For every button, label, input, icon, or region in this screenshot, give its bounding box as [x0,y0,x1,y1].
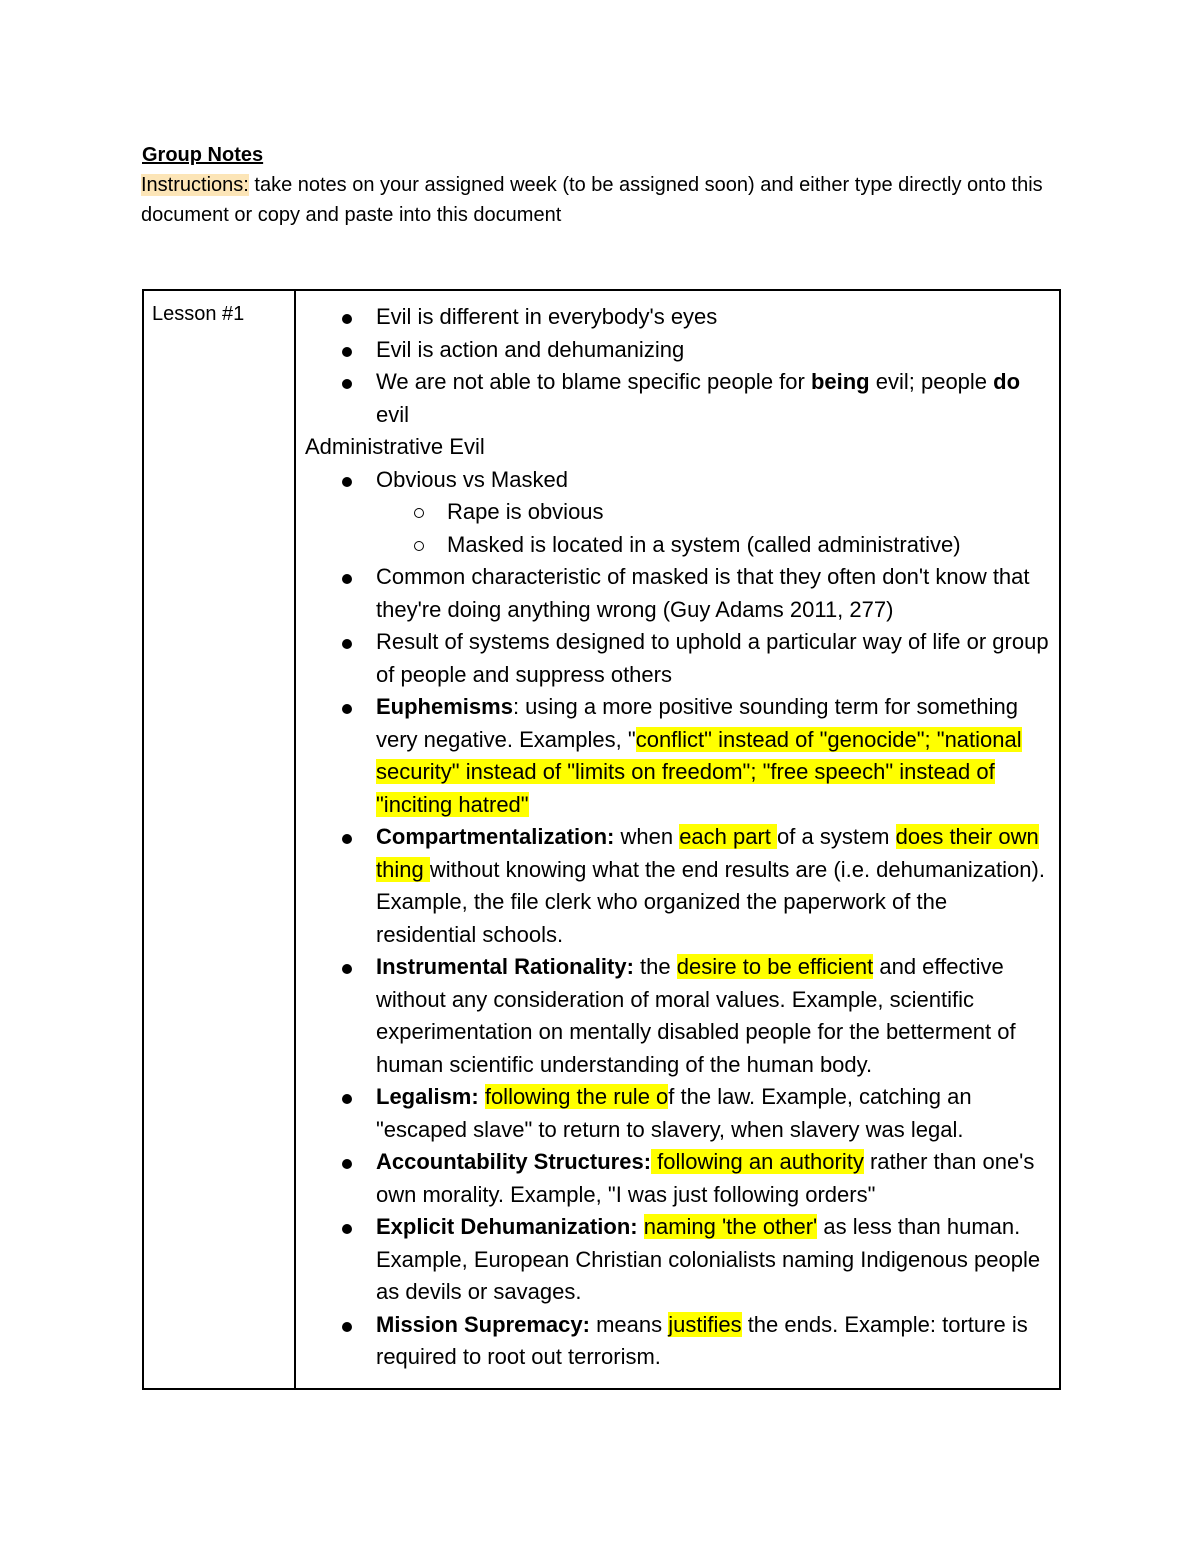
list-item-text: : using a more positive sounding term for something very negative. Examples, " [376,694,1018,752]
bullet-icon [342,574,352,584]
bullet-icon [342,347,352,357]
list-item-text: evil; people [869,369,994,394]
list-item-text: Obvious vs Masked [376,466,568,492]
admin-evil-list [305,464,1051,1374]
highlighted-text: each part [679,824,778,849]
list-item-text: the ends. Example: torture is required to root out terrorism. [376,1311,1028,1369]
highlighted-text: conflict" instead of "genocide"; "national security" instead of "limits on freedom"; "free speech" instead of "inciting hatred" [376,726,1022,817]
bullet-icon [342,1094,352,1104]
highlighted-text: following an authority [651,1149,864,1174]
list-item-text: the [633,954,677,979]
highlighted-text: following the rule o [484,1084,669,1109]
list-item-text: Result of systems designed to uphold a particular way of life or group of people and suppress others [376,629,1049,687]
list-item-text: of a system [777,824,896,849]
list-item-text: means [589,1311,669,1337]
bold-term: Instrumental Rationality: [376,954,634,979]
notes-cell [295,290,1060,1389]
notes-content [296,291,1059,1388]
bullet-icon [342,379,352,389]
list-item-mission-supremacy [305,1309,1051,1374]
list-item-text: and effective without any consideration of moral values. Example, scientific experimentation on mentally disabled people for the betterment of human scientific understanding of the human body. [376,954,1016,1077]
list-item [305,464,1051,497]
list-item [305,561,1051,626]
list-item-text: evil [376,401,410,427]
bullet-icon [342,314,352,324]
list-item-text: Common characteristic of masked is that they often don't know that they're doing anything wrong (Guy Adams 2011, 277) [376,564,1030,622]
list-item-text: when [614,824,680,849]
list-item-text: rather than one's own morality. Example, "I was just following orders" [376,1149,1035,1207]
document-title: Group Notes [142,144,264,166]
bullet-icon [342,1322,352,1332]
highlighted-text: naming 'the other' [643,1214,818,1239]
instructions-text: take notes on your assigned week (to be assigned soon) and either type directly onto this document or copy and paste into this document [141,174,1043,226]
bold-term: Euphemisms [376,694,513,719]
bold-term: being [810,369,870,394]
bullet-icon [342,639,352,649]
instructions-label: Instructions: [141,174,249,196]
bullet-icon [342,704,352,714]
instructions-paragraph [141,170,1051,230]
list-item-compartmentalization [305,821,1051,951]
list-item-dehumanization [305,1211,1051,1309]
bullet-icon [342,964,352,974]
list-item-text: Evil is different in everybody's eyes [376,304,718,329]
list-item [305,301,1051,334]
bold-term: Legalism: [376,1084,479,1109]
list-item-text: Masked is located in a system (called administrative) [447,531,961,557]
bold-term: Mission Supremacy: [376,1311,590,1337]
list-item-euphemisms [305,691,1051,821]
list-item [305,334,1051,367]
bold-term: do [993,369,1021,394]
highlighted-text: justifies [668,1311,742,1337]
list-item-text: without knowing what the end results are (i.e. dehumanization). Example, the file clerk who organized the paperwork of the residential schools. [376,856,1045,947]
sub-list-item [305,529,1051,562]
bold-term: Compartmentalization: [376,824,615,849]
table-row [143,290,1060,1389]
list-item-text [479,1084,485,1109]
bold-term: Accountability Structures: [376,1149,652,1174]
notes-table [142,289,1061,1390]
list-item-legalism [305,1081,1051,1146]
section-heading: Administrative Evil [305,434,485,459]
list-item-instrumental-rationality [305,951,1051,1081]
bullet-icon [342,1159,352,1169]
bullet-icon [342,477,352,487]
list-item [305,366,1051,431]
list-item-text: as less than human. Example, European Christian colonialists naming Indigenous people as devils or savages. [376,1214,1041,1304]
top-bullet-list [305,301,1051,431]
list-item-text: Evil is action and dehumanizing [376,336,685,362]
sub-list-item [305,496,1051,529]
highlighted-text: does their own thing [376,824,1039,882]
lesson-label: Lesson #1 [152,303,245,325]
bullet-icon [342,834,352,844]
list-item [305,626,1051,691]
list-item-text: Rape is obvious [447,499,604,524]
highlighted-text: desire to be efficient [676,954,874,979]
hollow-bullet-icon [414,541,424,551]
list-item-text [638,1214,644,1239]
list-item-accountability [305,1146,1051,1211]
lesson-cell [143,290,295,1389]
bold-term: Explicit Dehumanization: [376,1214,638,1239]
list-item-text: f the law. Example, catching an "escaped slave" to return to slavery, when slavery was legal. [376,1084,972,1142]
hollow-bullet-icon [414,508,424,518]
list-item-text: We are not able to blame specific people for [376,369,811,394]
bullet-icon [342,1224,352,1234]
